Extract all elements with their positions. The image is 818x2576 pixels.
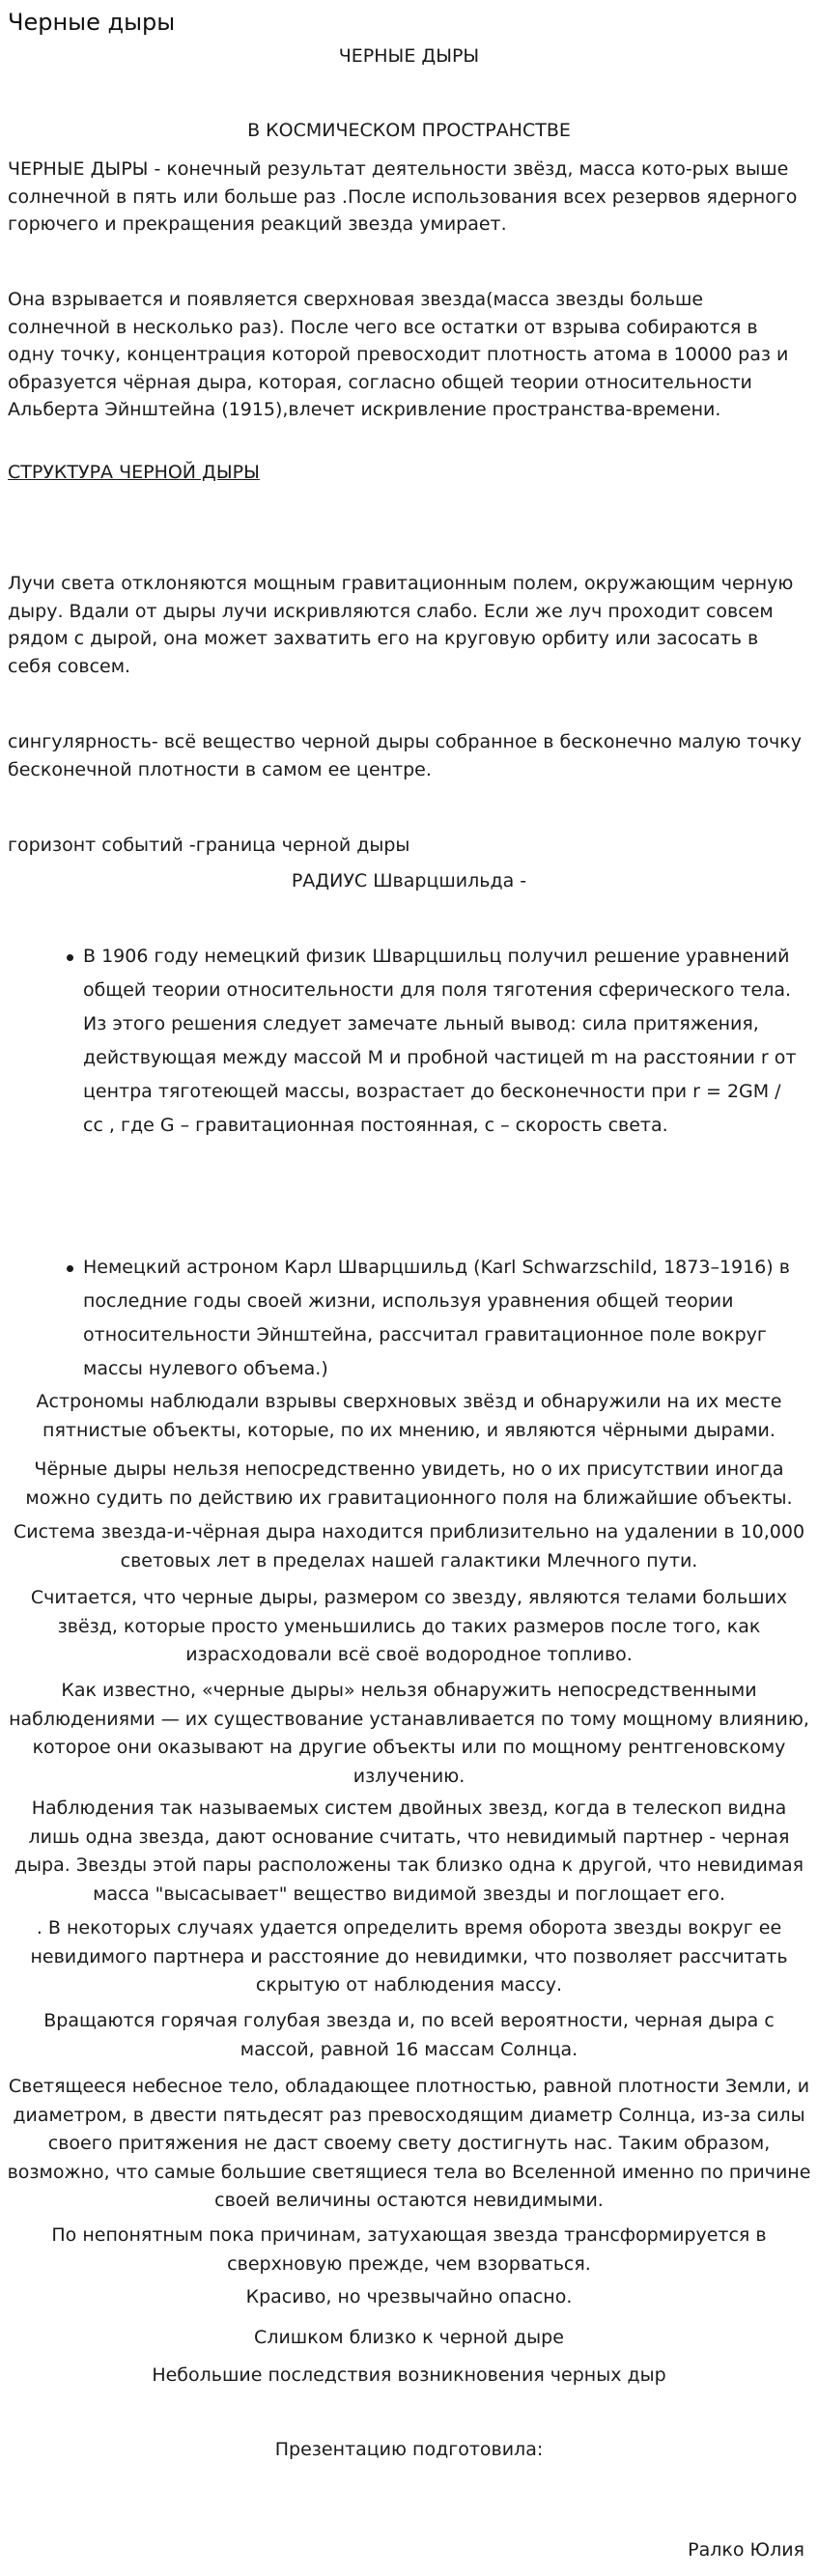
centered-line-too-close: Слишком близко к черной дыре: [254, 2327, 564, 2348]
rays-paragraph: Лучи света отклоняются мощным гравитационным полем, окружающим черную дыру. Вдали от дыры лучи искривляются слабо. Если же луч проходит совсем рядом с дырой, она может захватить его на круговую орбиту или засосать в себя совсем.: [8, 573, 794, 677]
centered-line-beautiful: Красиво, но чрезвычайно опасно.: [245, 2286, 573, 2307]
centered-line-consequences: Небольшие последствия возникновения черных дыр: [152, 2364, 666, 2386]
centered-paragraph-star-size: Считается, что черные дыры, размером со звезду, являются телами больших звёзд, которые просто уменьшились до таких размеров после того, как израсходовали всё своё водородное топливо.: [30, 1587, 788, 1665]
singularity-paragraph: сингулярность- всё вещество черной дыры собранное в бесконечно малую точку бесконечной плотности в самом ее центре.: [8, 731, 802, 780]
radius-line: РАДИУС Шварцшильда -: [291, 870, 527, 892]
centered-paragraph-orbit: . В некоторых случаях удается определить время оборота звезды вокруг ее невидимого партнера и расстояние до невидимки, что позволяет рассчитать скрытую от наблюдения массу.: [30, 1917, 788, 1996]
header-line-2: В КОСМИЧЕСКОМ ПРОСТРАНСТВЕ: [247, 120, 571, 141]
structure-heading: СТРУКТУРА ЧЕРНОЙ ДЫРЫ: [8, 462, 260, 483]
explosion-paragraph: Она взрывается и появляется сверхновая звезда(масса звезды больше солнечной в несколько раз). После чего все остатки от взрыва собираются в одну точку, концентрация которой превосходит плотность атома в 10000 раз и образуется чёрная дыра, которая, согласно общей теории относительности Альберта Эйнштейна (1915),влечет искривление пространства-времени.: [8, 289, 789, 420]
event-horizon-line: горизонт событий -граница черной дыры: [8, 835, 410, 856]
bullet-list-2: [83, 1251, 798, 1386]
centered-paragraph-supernova-transform: По непонятным пока причинам, затухающая звезда трансформируется в сверхновую прежде, чем взорваться.: [51, 2224, 767, 2275]
centered-paragraph-invisible: Чёрные дыры нельзя непосредственно увидеть, но о их присутствии иногда можно судить по действию их гравитационного поля на ближайшие объекты.: [25, 1458, 793, 1509]
author-name: Ралко Юлия: [688, 2539, 804, 2561]
intro-paragraph: ЧЕРНЫЕ ДЫРЫ - конечный результат деятельности звёзд, масса кото-рых выше солнечной в пять или больше раз .После использования всех резервов ядерного горючего и прекращения реакций звезда умирает.: [8, 158, 798, 235]
credit-line: Презентацию подготовила:: [274, 2439, 544, 2460]
document-title: Черные дыры: [8, 9, 176, 36]
centered-paragraph-blue-star: Вращаются горячая голубая звезда и, по всей вероятности, черная дыра с массой, равной 16 массам Солнца.: [43, 2010, 775, 2060]
centered-paragraph-binary: Наблюдения так называемых систем двойных звезд, когда в телескоп видна лишь одна звезда, дают основание считать, что невидимый партнер - черная дыра. Звезды этой пары расположены так близко одна к другой, что невидимая масса "высасывает" вещество видимой звезды и поглощает его.: [14, 1798, 804, 1905]
centered-paragraph-luminous-body: Светящееся небесное тело, обладающее плотностью, равной плотности Земли, и диаметром, в двести пятьдесят раз превосходящим диаметр Солнца, из-за силы своего притяжения не даст своему свету достигнуть нас. Таким образом, возможно, что самые большие светящиеся тела во Вселенной именно по причине своей величины остаются невидимыми.: [7, 2076, 811, 2211]
centered-paragraph-system: Система звезда-и-чёрная дыра находится приблизительно на удалении в 10,000 световых лет в пределах нашей галактики Млечного пути.: [13, 1521, 805, 1571]
centered-paragraph-supernova: Астрономы наблюдали взрывы сверхновых звёзд и обнаружили на их месте пятнистые объекты, которые, по их мнению, и являются чёрными дырами.: [36, 1391, 782, 1441]
bullet-item-schwarzschild-1906: В 1906 году немецкий физик Шварцшильц получил решение уравнений общей теории относительности для поля тяготения сферического тела. Из этого решения следует замечате льный вывод: сила притяжения, действующая между массой М и пробной частицей m на расстоянии r от центра тяготеющей массы, возрастает до бесконечности при r = 2GM / cc , где G – гравитационная постоянная, c – скорость света.: [83, 940, 798, 1143]
bullet-item-karl-schwarzschild: Немецкий астроном Карл Шварцшильд (Karl Schwarzschild, 1873–1916) в последние годы своей жизни, используя уравнения общей теории относительности Эйнштейна, рассчитал гравитационное поле вокруг массы нулевого объема.): [83, 1251, 798, 1386]
bullet-list-1: [83, 940, 798, 1143]
centered-paragraph-detection: Как известно, «черные дыры» нельзя обнаружить непосредственными наблюдениями — их существование устанавливается по тому мощному влиянию, которое они оказывают на другие объекты или по мощному рентгеновскому излучению.: [9, 1680, 809, 1787]
header-line-1: ЧЕРНЫЕ ДЫРЫ: [338, 45, 480, 67]
